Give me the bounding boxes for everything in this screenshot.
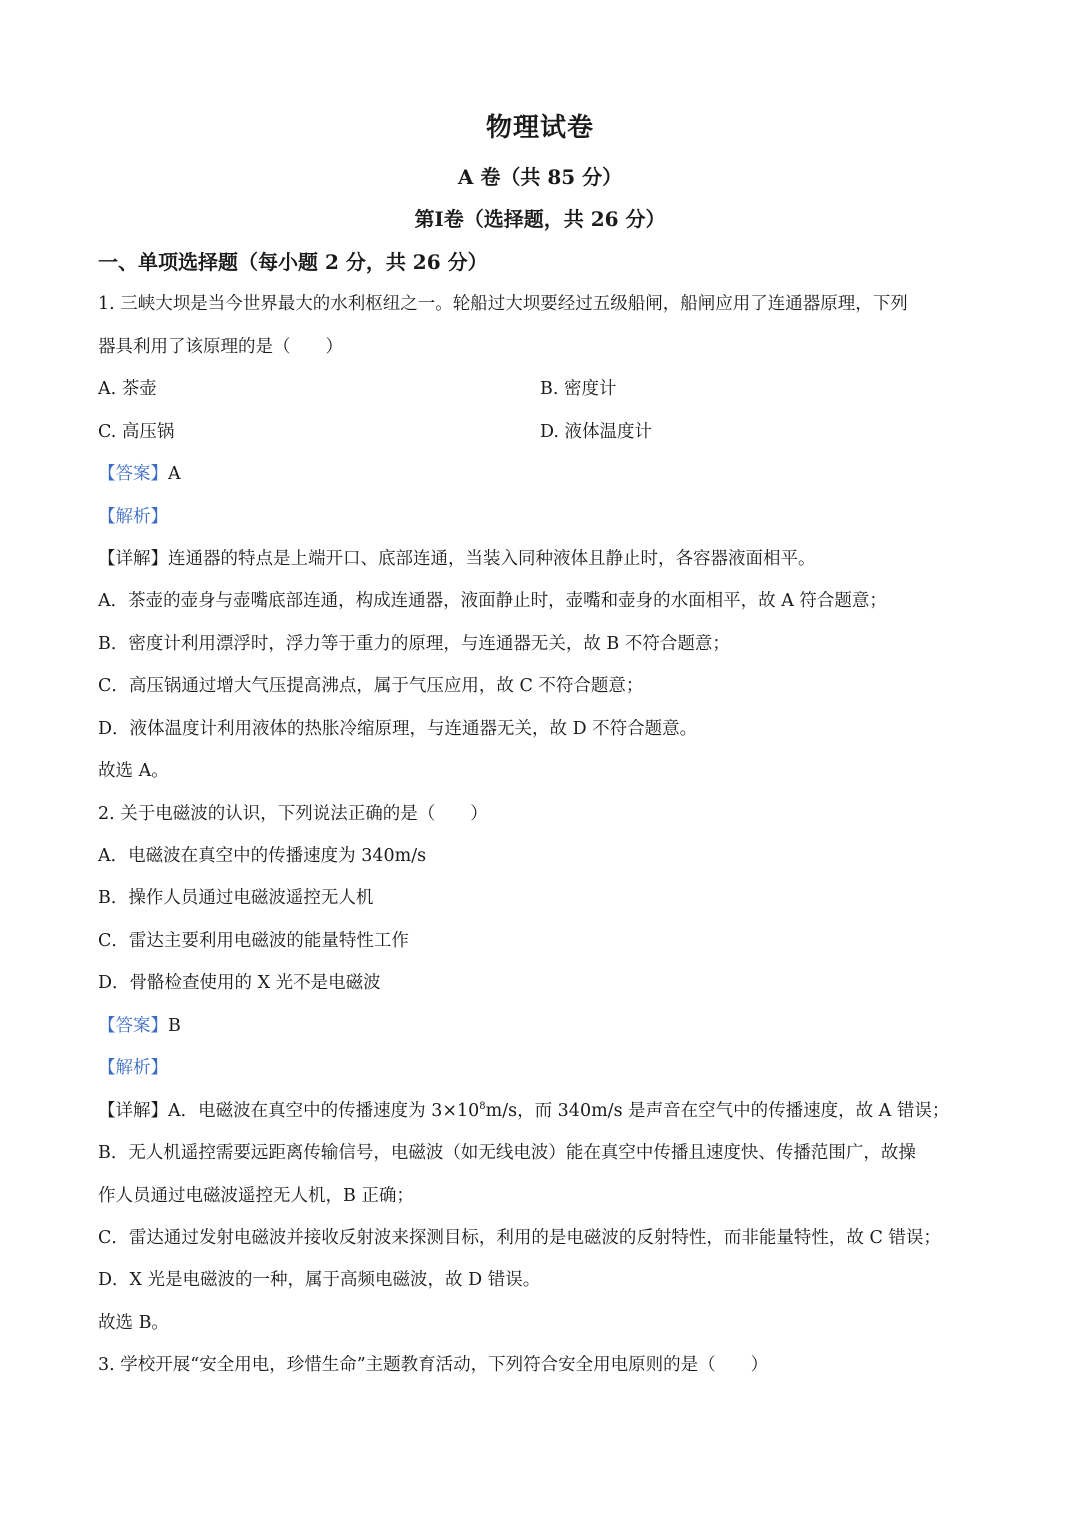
answer-option: D. 液体温度计	[540, 421, 653, 442]
text-line: C．雷达通过发射电磁波并接收反射波来探测目标，利用的是电磁波的反射特性，而非能量特性，故 C 错误；	[98, 1227, 941, 1248]
section-title: A 卷（共 85 分）	[457, 165, 623, 189]
text-line: 器具利用了该原理的是（ ）	[98, 336, 343, 357]
text-line: 3. 学校开展“安全用电，珍惜生命”主题教育活动，下列符合安全用电原则的是（ ）	[98, 1355, 769, 1376]
options-row	[98, 411, 988, 453]
document-body	[98, 156, 988, 1387]
text-line: C．雷达主要利用电磁波的能量特性工作	[98, 930, 409, 951]
text-line: 2. 关于电磁波的认识，下列说法正确的是（ ）	[98, 803, 488, 824]
answer-value: A	[168, 464, 181, 485]
document-title: 物理试卷	[485, 113, 594, 143]
answer-option: B. 密度计	[540, 379, 617, 400]
answer-value: B	[168, 1015, 181, 1036]
section-label: 【答案】	[98, 1015, 168, 1036]
text-line: 故选 A。	[98, 761, 169, 782]
labeled-line	[98, 453, 988, 495]
section-label: 【解析】	[98, 506, 168, 527]
section-label: 【解析】	[98, 1058, 168, 1079]
section-heading: 一、单项选择题（每小题 2 分，共 26 分）	[98, 249, 488, 274]
text-line: B．密度计利用漂浮时，浮力等于重力的原理，与连通器无关，故 B 不符合题意；	[98, 633, 730, 654]
text-line: 作人员通过电磁波遥控无人机，B 正确；	[98, 1185, 414, 1206]
superscript: 8	[479, 1100, 486, 1112]
text-line: D．X 光是电磁波的一种，属于高频电磁波，故 D 错误。	[98, 1270, 541, 1291]
text-line: 【详解】连通器的特点是上端开口、底部连通，当装入同种液体且静止时，各容器液面相平。	[98, 548, 816, 569]
text-line	[98, 1090, 988, 1132]
section-title: 第Ⅰ卷（选择题，共 26 分）	[414, 207, 666, 232]
text-line: D．液体温度计利用液体的热胀冷缩原理，与连通器无关，故 D 不符合题意。	[98, 718, 698, 739]
text-line: C．高压锅通过增大气压提高沸点，属于气压应用，故 C 不符合题意；	[98, 676, 644, 697]
text-line: 1. 三峡大坝是当今世界最大的水利枢纽之一。轮船过大坝要经过五级船闸，船闸应用了连通器原理，下列	[98, 294, 908, 315]
answer-option: C. 高压锅	[98, 421, 175, 442]
text-line: A．茶壶的壶身与壶嘴底部连通，构成连通器，液面静止时，壶嘴和壶身的水面相平，故 A 符合题意；	[98, 591, 887, 612]
answer-option: A. 茶壶	[98, 379, 157, 400]
text-line: B．操作人员通过电磁波遥控无人机	[98, 888, 374, 909]
labeled-line	[98, 496, 988, 538]
text-segment: 【详解】A．电磁波在真空中的传播速度为 3×10	[98, 1100, 480, 1121]
text-segment: m/s，而 340m/s 是声音在空气中的传播速度，故 A 错误；	[485, 1100, 950, 1121]
options-row	[98, 368, 988, 410]
section-label: 【答案】	[98, 464, 168, 485]
text-line: A．电磁波在真空中的传播速度为 340m/s	[98, 846, 427, 866]
labeled-line	[98, 1047, 988, 1089]
text-line: B．无人机遥控需要远距离传输信号，电磁波（如无线电波）能在真空中传播且速度快、传播范围广，故操	[98, 1143, 916, 1164]
labeled-line	[98, 1005, 988, 1047]
text-line: D．骨骼检查使用的 X 光不是电磁波	[98, 973, 381, 994]
text-line: 故选 B。	[98, 1312, 169, 1333]
